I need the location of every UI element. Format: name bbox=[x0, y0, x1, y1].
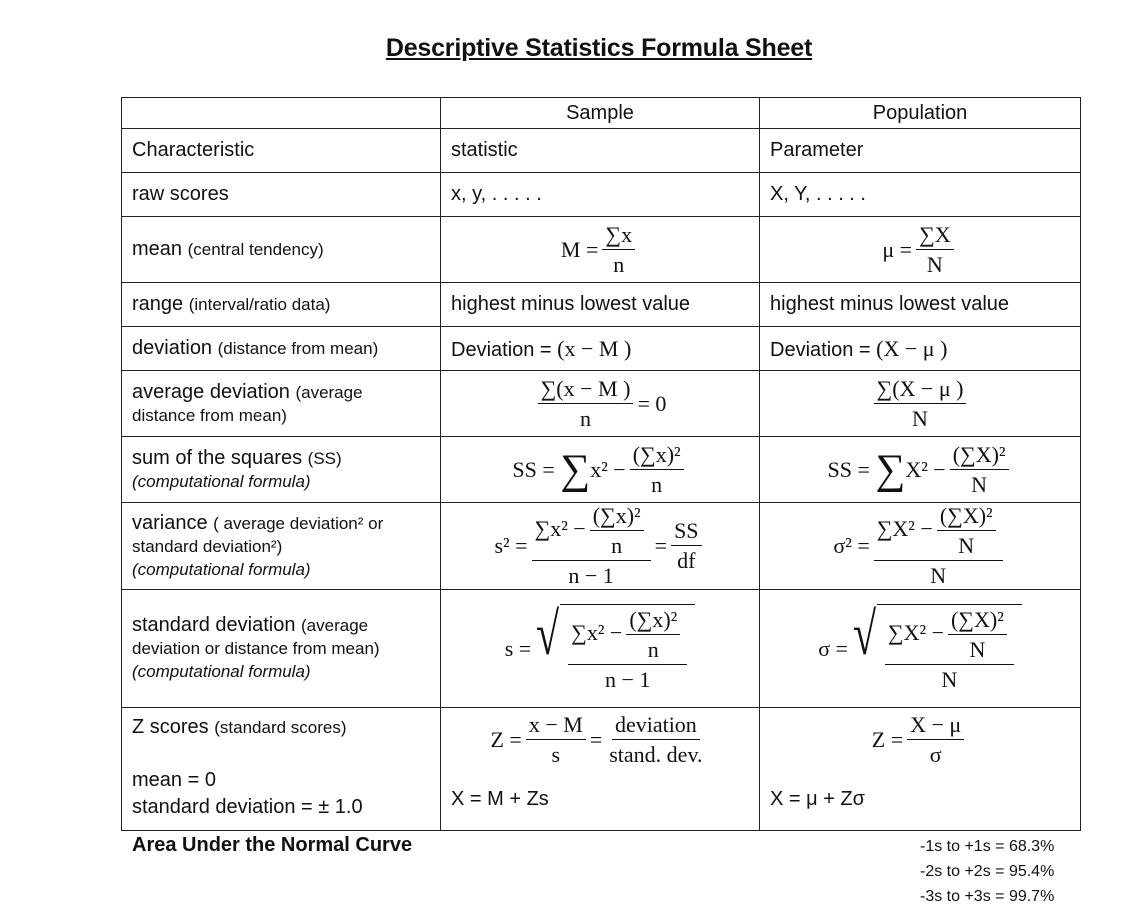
mean-sample-lhs: M = bbox=[560, 236, 599, 262]
sqrt-icon: √ bbox=[852, 601, 876, 667]
deviation-sample bbox=[441, 327, 760, 371]
deviation-note: (distance from mean) bbox=[217, 339, 379, 358]
range-population: highest minus lowest value bbox=[760, 283, 1081, 327]
range-label-cell bbox=[122, 283, 441, 327]
variance-note2: standard deviation²) bbox=[132, 536, 283, 556]
avgdev-sample-formula bbox=[441, 371, 760, 437]
z-sample-cell bbox=[441, 708, 760, 831]
ss-label: sum of the squares bbox=[132, 446, 303, 469]
row-deviation bbox=[122, 327, 1081, 371]
variance-sample-inner-num: (∑x)² bbox=[590, 503, 644, 531]
ss-note: (SS) bbox=[307, 448, 342, 468]
deviation-population bbox=[760, 327, 1081, 371]
variance-sample-df: df bbox=[677, 548, 696, 573]
z-sample-lhs: Z = bbox=[490, 727, 522, 752]
mean-pop-num: ∑X bbox=[916, 222, 954, 250]
variance-sample-inner-den: n bbox=[611, 533, 623, 558]
z-sample-num: x − M bbox=[526, 712, 586, 740]
row-variance bbox=[122, 503, 1081, 590]
avgdev-pop-num: ∑(X − μ ) bbox=[874, 376, 967, 404]
sd-sample-den: n − 1 bbox=[604, 667, 651, 692]
range-note: (interval/ratio data) bbox=[188, 295, 331, 314]
mean-pop-lhs: μ = bbox=[882, 236, 913, 262]
deviation-label: deviation bbox=[132, 337, 213, 359]
sd-note3: (computational formula) bbox=[132, 662, 311, 681]
normal-curve-line-1: -1s to +1s = 68.3% bbox=[920, 838, 1055, 855]
raw-sample: x, y, . . . . . bbox=[441, 173, 760, 217]
normal-curve-line-3: -3s to +3s = 99.7% bbox=[920, 888, 1055, 905]
sd-sample-inner-num: (∑x)² bbox=[626, 607, 680, 635]
ss-pop-term: X² − bbox=[905, 456, 946, 482]
ss-pop-sigma: ∑ bbox=[875, 446, 906, 493]
sd-pop-inner-den: N bbox=[969, 637, 986, 662]
raw-label: raw scores bbox=[122, 173, 441, 217]
z-label: Z scores bbox=[132, 716, 209, 738]
avgdev-population-formula bbox=[760, 371, 1081, 437]
mean-label: mean bbox=[132, 238, 183, 260]
mean-note: (central tendency) bbox=[187, 240, 324, 259]
header-sample: Sample bbox=[441, 98, 760, 129]
row-range bbox=[122, 283, 1081, 327]
z-sd-line: standard deviation = ± 1.0 bbox=[132, 796, 363, 818]
z-population-cell bbox=[760, 708, 1081, 831]
avgdev-sample-den: n bbox=[580, 405, 592, 431]
z-sample-den2: stand. dev. bbox=[609, 742, 703, 767]
sd-sample-top: ∑x² − bbox=[571, 620, 623, 646]
deviation-sample-prefix: Deviation = bbox=[451, 338, 558, 361]
avgdev-note2: distance from mean) bbox=[132, 405, 287, 425]
variance-sample-den: n − 1 bbox=[568, 563, 614, 588]
variance-sample-top: ∑x² − bbox=[534, 516, 586, 542]
normal-curve-title: Area Under the Normal Curve bbox=[132, 834, 413, 856]
avgdev-label: average deviation bbox=[132, 380, 290, 403]
ss-sample-lhs: SS = bbox=[512, 456, 555, 482]
mean-sample-formula bbox=[441, 217, 760, 283]
sd-pop-top: ∑X² − bbox=[887, 620, 944, 646]
deviation-pop-prefix: Deviation = bbox=[770, 338, 877, 361]
header-blank bbox=[122, 98, 441, 129]
ss-note2: (computational formula) bbox=[132, 471, 311, 491]
row-sum-of-squares bbox=[122, 437, 1081, 503]
variance-pop-lhs: σ² = bbox=[833, 533, 870, 558]
mean-sample-num: ∑x bbox=[602, 222, 635, 250]
mean-population-formula bbox=[760, 217, 1081, 283]
range-sample: highest minus lowest value bbox=[441, 283, 760, 327]
sd-label-cell bbox=[122, 590, 441, 708]
deviation-label-cell bbox=[122, 327, 441, 371]
variance-population-formula bbox=[760, 503, 1081, 590]
z-mean-line: mean = 0 bbox=[132, 769, 216, 791]
z-pop-num: X − μ bbox=[907, 712, 964, 740]
mean-pop-den: N bbox=[926, 251, 943, 277]
variance-pop-inner-num: (∑X)² bbox=[937, 503, 996, 531]
avgdev-note1: (average bbox=[295, 382, 363, 402]
sd-sample-lhs: s = bbox=[504, 635, 532, 661]
avgdev-sample-rhs: = 0 bbox=[637, 390, 667, 416]
raw-population: X, Y, . . . . . bbox=[760, 173, 1081, 217]
ss-sample-sigma: ∑ bbox=[560, 446, 591, 493]
sd-pop-lhs: σ = bbox=[818, 635, 848, 661]
row-average-deviation bbox=[122, 371, 1081, 437]
variance-pop-inner-den: N bbox=[958, 533, 975, 558]
variance-sample-eq: = bbox=[654, 533, 668, 558]
z-sample-num2: deviation bbox=[612, 712, 700, 740]
z-pop-den: σ bbox=[929, 742, 942, 767]
row-characteristic bbox=[122, 129, 1081, 173]
z-label-cell bbox=[122, 708, 441, 831]
range-label: range bbox=[132, 293, 184, 315]
sd-note1: (average bbox=[301, 616, 369, 635]
characteristic-population: Parameter bbox=[760, 129, 1081, 173]
avgdev-sample-num: ∑(x − M ) bbox=[538, 376, 634, 404]
ss-pop-lhs: SS = bbox=[827, 456, 870, 482]
avgdev-label-cell bbox=[122, 371, 441, 437]
table-header-row bbox=[122, 98, 1081, 129]
variance-sample-formula bbox=[441, 503, 760, 590]
sqrt-icon: √ bbox=[536, 601, 560, 667]
z-pop-x: X = μ + Zσ bbox=[770, 788, 866, 810]
z-sample-den: s bbox=[551, 742, 561, 767]
sd-label: standard deviation bbox=[132, 614, 296, 636]
variance-label-cell bbox=[122, 503, 441, 590]
row-raw-scores bbox=[122, 173, 1081, 217]
row-z-scores bbox=[122, 708, 1081, 831]
row-standard-deviation bbox=[122, 590, 1081, 708]
variance-label: variance bbox=[132, 511, 208, 534]
sd-sample-inner-den: n bbox=[647, 637, 659, 662]
variance-pop-den: N bbox=[930, 563, 947, 588]
variance-sample-ss: SS bbox=[671, 518, 701, 546]
sd-pop-den: N bbox=[941, 667, 958, 692]
z-sample-eq: = bbox=[589, 727, 603, 752]
ss-population-formula bbox=[760, 437, 1081, 503]
deviation-sample-expr: (x − M ) bbox=[557, 335, 632, 361]
z-note: (standard scores) bbox=[214, 718, 347, 737]
normal-curve-line-2: -2s to +2s = 95.4% bbox=[920, 863, 1055, 880]
z-pop-lhs: Z = bbox=[871, 727, 904, 752]
ss-label-cell bbox=[122, 437, 441, 503]
characteristic-sample: statistic bbox=[441, 129, 760, 173]
page-title: Descriptive Statistics Formula Sheet bbox=[385, 34, 813, 62]
ss-sample-term: x² − bbox=[590, 456, 626, 482]
ss-sample-den: n bbox=[651, 471, 663, 497]
mean-label-cell bbox=[122, 217, 441, 283]
sd-pop-inner-num: (∑X)² bbox=[948, 607, 1007, 635]
ss-sample-formula bbox=[441, 437, 760, 503]
ss-pop-den: N bbox=[971, 471, 988, 497]
variance-pop-top: ∑X² − bbox=[876, 516, 933, 542]
sd-note2: deviation or distance from mean) bbox=[132, 639, 380, 658]
variance-note3: (computational formula) bbox=[132, 559, 311, 579]
row-mean bbox=[122, 217, 1081, 283]
avgdev-pop-den: N bbox=[912, 405, 928, 431]
z-sample-x: X = M + Zs bbox=[451, 788, 549, 810]
ss-sample-num: (∑x)² bbox=[630, 442, 684, 470]
sd-sample-formula bbox=[441, 590, 760, 708]
variance-sample-lhs: s² = bbox=[494, 533, 528, 558]
characteristic-label: Characteristic bbox=[122, 129, 441, 173]
formula-table bbox=[121, 97, 1081, 831]
deviation-pop-expr: (X − μ ) bbox=[876, 335, 948, 361]
ss-pop-num: (∑X)² bbox=[950, 442, 1009, 470]
variance-note1: ( average deviation² or bbox=[213, 513, 384, 533]
sd-population-formula bbox=[760, 590, 1081, 708]
header-population: Population bbox=[760, 98, 1081, 129]
mean-sample-den: n bbox=[613, 251, 625, 277]
